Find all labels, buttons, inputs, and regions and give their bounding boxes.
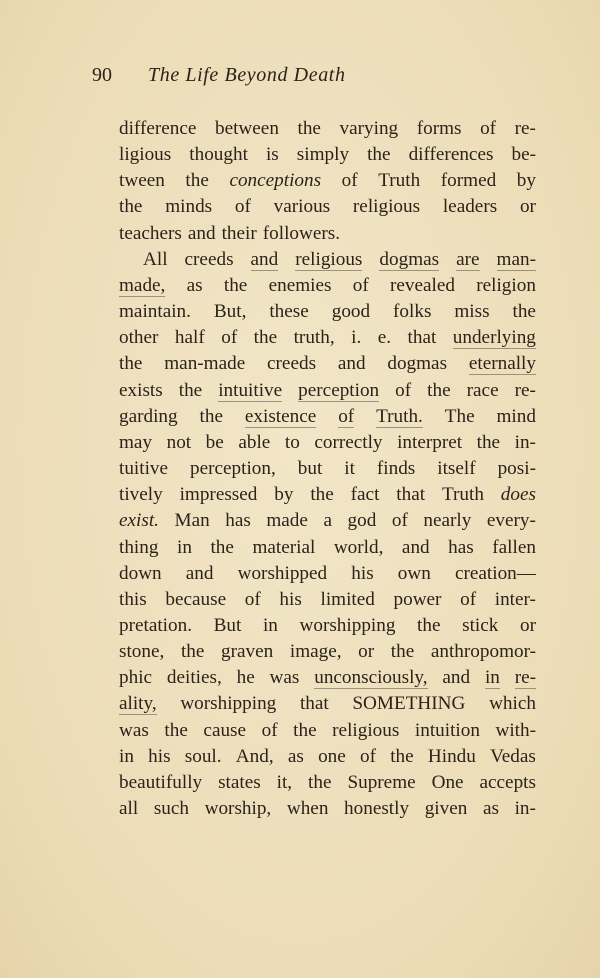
text-line: down and worshipped his own creation— [119, 562, 536, 584]
text-line: the man-made creeds and dogmas eternally [119, 353, 536, 375]
text-line: the minds of various religious leaders or [119, 196, 536, 218]
text-line: phic deities, he was unconsciously, and in re- [119, 667, 536, 689]
text-line: stone, the graven image, or the anthropomor- [119, 641, 536, 663]
text-line: this because of his limited power of inter- [119, 588, 536, 610]
text-line: tween the conceptions of Truth formed by [119, 170, 536, 192]
text-line: tively impressed by the fact that Truth does [119, 484, 536, 506]
text-line: garding the existence of Truth. The mind [119, 405, 536, 427]
text-line: ality, worshipping that SOMETHING which [119, 693, 536, 715]
text-line: beautifully states it, the Supreme One accepts [119, 771, 536, 793]
text-line: thing in the material world, and has fallen [119, 536, 536, 558]
text-line: all such worship, when honestly given as in- [119, 798, 536, 820]
text-line: exist. Man has made a god of nearly every- [119, 510, 536, 532]
text-line: exists the intuitive perception of the race re- [119, 379, 536, 401]
text-line: pretation. But in worshipping the stick or [119, 614, 536, 636]
text-line: in his soul. And, as one of the Hindu Vedas [119, 745, 536, 767]
text-line: ligious thought is simply the differences be- [119, 144, 536, 166]
text-line: difference between the varying forms of re- [119, 118, 536, 139]
text-line: was the cause of the religious intuition with- [119, 719, 536, 741]
page-number: 90 [92, 64, 112, 86]
text-line: made, as the enemies of revealed religion [119, 274, 536, 296]
text-line: other half of the truth, i. e. that underlying [119, 327, 536, 349]
text-line: All creeds and religious dogmas are man- [143, 248, 536, 270]
text-line: may not be able to correctly interpret the in- [119, 431, 536, 453]
text-line: tuitive perception, but it finds itself posi- [119, 458, 536, 480]
running-header [92, 64, 542, 92]
body-text [119, 116, 536, 822]
text-line: teachers and their followers. [119, 222, 341, 244]
running-title: The Life Beyond Death [148, 64, 346, 86]
text-line: maintain. But, these good folks miss the [119, 301, 536, 323]
